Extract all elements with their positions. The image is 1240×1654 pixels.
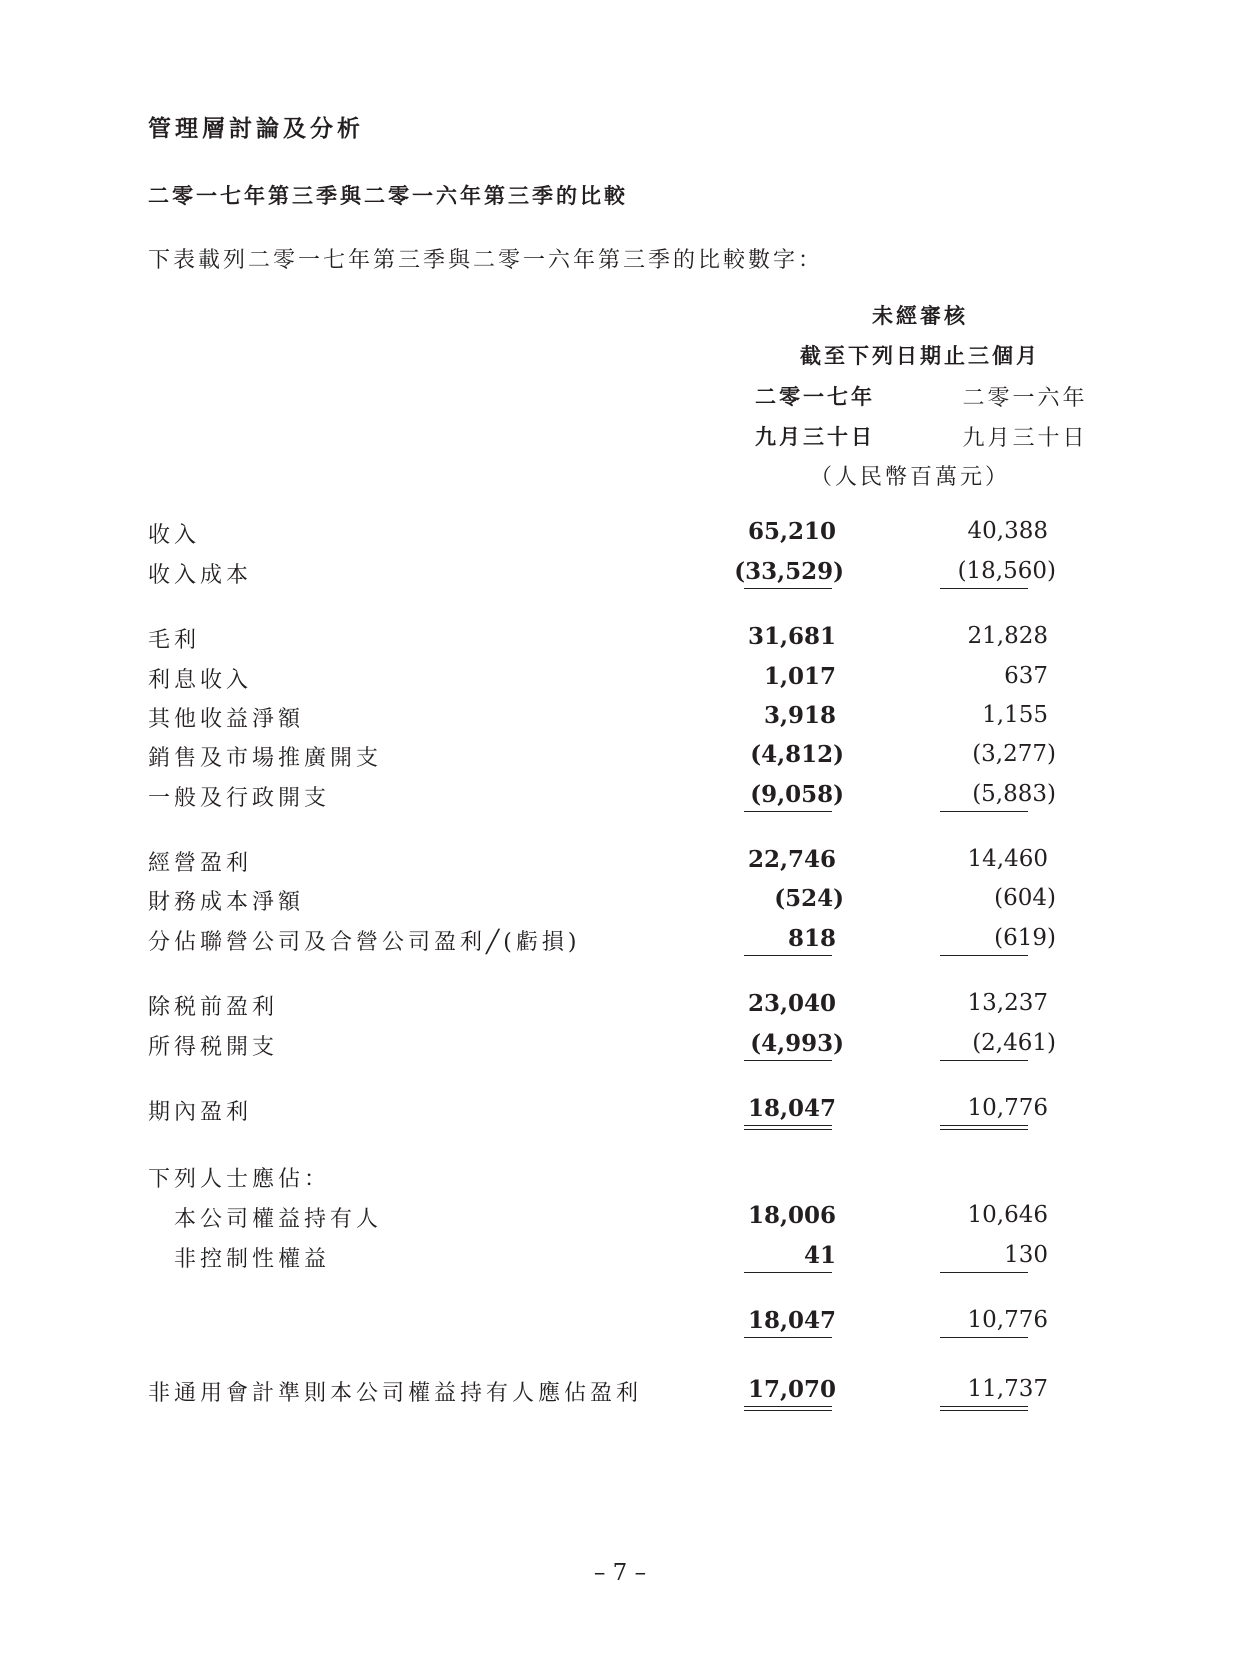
subtotal-rule	[744, 1337, 832, 1338]
subtotal-rule	[744, 1060, 832, 1061]
row-label: 下列人士應佔：	[148, 1167, 331, 1192]
row-label: 本公司權益持有人	[174, 1207, 383, 1232]
value-2016: (2,461)	[972, 1030, 1056, 1056]
row-label: 財務成本淨額	[148, 890, 305, 915]
table-row	[148, 925, 1100, 959]
row-label: 非控制性權益	[174, 1247, 331, 1272]
value-2016: (619)	[994, 925, 1056, 951]
value-2017: (4,812)	[750, 741, 844, 768]
total-double-rule	[744, 1125, 832, 1130]
subtotal-rule	[744, 1272, 832, 1273]
table-row	[148, 990, 1100, 1024]
row-label: 銷售及市場推廣開支	[148, 746, 383, 771]
subtotal-rule	[940, 1272, 1028, 1273]
page-title: 管理層討論及分析	[148, 116, 364, 142]
value-2016: (604)	[994, 885, 1056, 911]
subtotal-rule	[940, 1337, 1028, 1338]
header-col1-year: 二零一七年	[755, 385, 875, 409]
total-double-rule	[744, 1406, 832, 1411]
row-label: 收入成本	[148, 563, 253, 588]
table-row	[148, 558, 1100, 592]
row-label: 經營盈利	[148, 851, 253, 876]
value-2016: 40,388	[967, 518, 1048, 544]
total-double-rule	[940, 1125, 1028, 1130]
value-2016: 13,237	[967, 990, 1048, 1016]
table-row	[148, 781, 1100, 815]
table-row	[148, 1376, 1100, 1410]
table-row	[148, 518, 1100, 552]
section-subtitle: 二零一七年第三季與二零一六年第三季的比較	[148, 184, 628, 208]
row-label: 非通用會計準則本公司權益持有人應佔盈利	[148, 1381, 643, 1406]
row-label: 除税前盈利	[148, 995, 279, 1020]
value-2016: 130	[1004, 1242, 1048, 1268]
value-2016: 1,155	[982, 702, 1048, 728]
subtotal-rule	[744, 588, 832, 589]
value-2017: (524)	[774, 885, 844, 912]
header-col2-year: 二零一六年	[962, 386, 1088, 411]
page-number: – 7 –	[593, 1560, 647, 1586]
table-row	[148, 702, 1100, 736]
value-2016: 21,828	[967, 623, 1048, 649]
table-row	[148, 885, 1100, 919]
header-unit: （人民幣百萬元）	[809, 465, 1010, 490]
value-2017: 31,681	[747, 623, 836, 650]
subtotal-rule	[744, 955, 832, 956]
value-2017: 23,040	[747, 990, 836, 1017]
header-col2-date: 九月三十日	[962, 426, 1088, 451]
header-audit: 未經審核	[872, 304, 968, 328]
value-2016: 10,776	[967, 1307, 1048, 1333]
row-label: 分佔聯營公司及合營公司盈利╱(虧損)	[148, 930, 581, 955]
table-row	[148, 1030, 1100, 1064]
total-double-rule	[940, 1406, 1028, 1411]
value-2016: (5,883)	[972, 781, 1056, 807]
row-label: 收入	[148, 523, 201, 548]
value-2016: (3,277)	[972, 741, 1056, 767]
value-2017: 18,047	[747, 1307, 836, 1334]
value-2016: 11,737	[967, 1376, 1048, 1402]
table-row	[148, 663, 1100, 697]
table-row	[148, 846, 1100, 880]
value-2017: 41	[803, 1242, 836, 1269]
table-row	[148, 1162, 1100, 1196]
row-label: 所得税開支	[148, 1035, 279, 1060]
value-2017: 22,746	[747, 846, 836, 873]
subtotal-rule	[940, 811, 1028, 812]
subtotal-rule	[940, 588, 1028, 589]
value-2017: 17,070	[747, 1376, 836, 1403]
row-label: 毛利	[148, 628, 201, 653]
value-2016: 14,460	[967, 846, 1048, 872]
value-2017: 1,017	[763, 663, 836, 690]
subtotal-rule	[940, 955, 1028, 956]
value-2016: 10,776	[967, 1095, 1048, 1121]
table-row	[148, 1095, 1100, 1129]
value-2017: (33,529)	[734, 558, 844, 585]
value-2017: (4,993)	[750, 1030, 844, 1057]
table-row	[148, 623, 1100, 657]
intro-text: 下表載列二零一七年第三季與二零一六年第三季的比較數字：	[148, 248, 824, 273]
table-row	[148, 741, 1100, 775]
value-2017: 818	[787, 925, 836, 952]
table-row	[148, 1242, 1100, 1276]
value-2017: 18,006	[747, 1202, 836, 1229]
table-row	[148, 1202, 1100, 1236]
subtotal-rule	[744, 811, 832, 812]
value-2016: (18,560)	[957, 558, 1056, 584]
row-label: 期內盈利	[148, 1100, 253, 1125]
value-2017: 65,210	[747, 518, 836, 545]
value-2017: 18,047	[747, 1095, 836, 1122]
header-period: 截至下列日期止三個月	[800, 344, 1040, 368]
value-2017: (9,058)	[750, 781, 844, 808]
row-label: 其他收益淨額	[148, 707, 305, 732]
subtotal-rule	[940, 1060, 1028, 1061]
value-2016: 637	[1004, 663, 1048, 689]
table-row	[148, 1307, 1100, 1341]
row-label: 一般及行政開支	[148, 786, 331, 811]
value-2017: 3,918	[763, 702, 836, 729]
value-2016: 10,646	[967, 1202, 1048, 1228]
row-label: 利息收入	[148, 668, 253, 693]
header-col1-date: 九月三十日	[755, 425, 875, 449]
